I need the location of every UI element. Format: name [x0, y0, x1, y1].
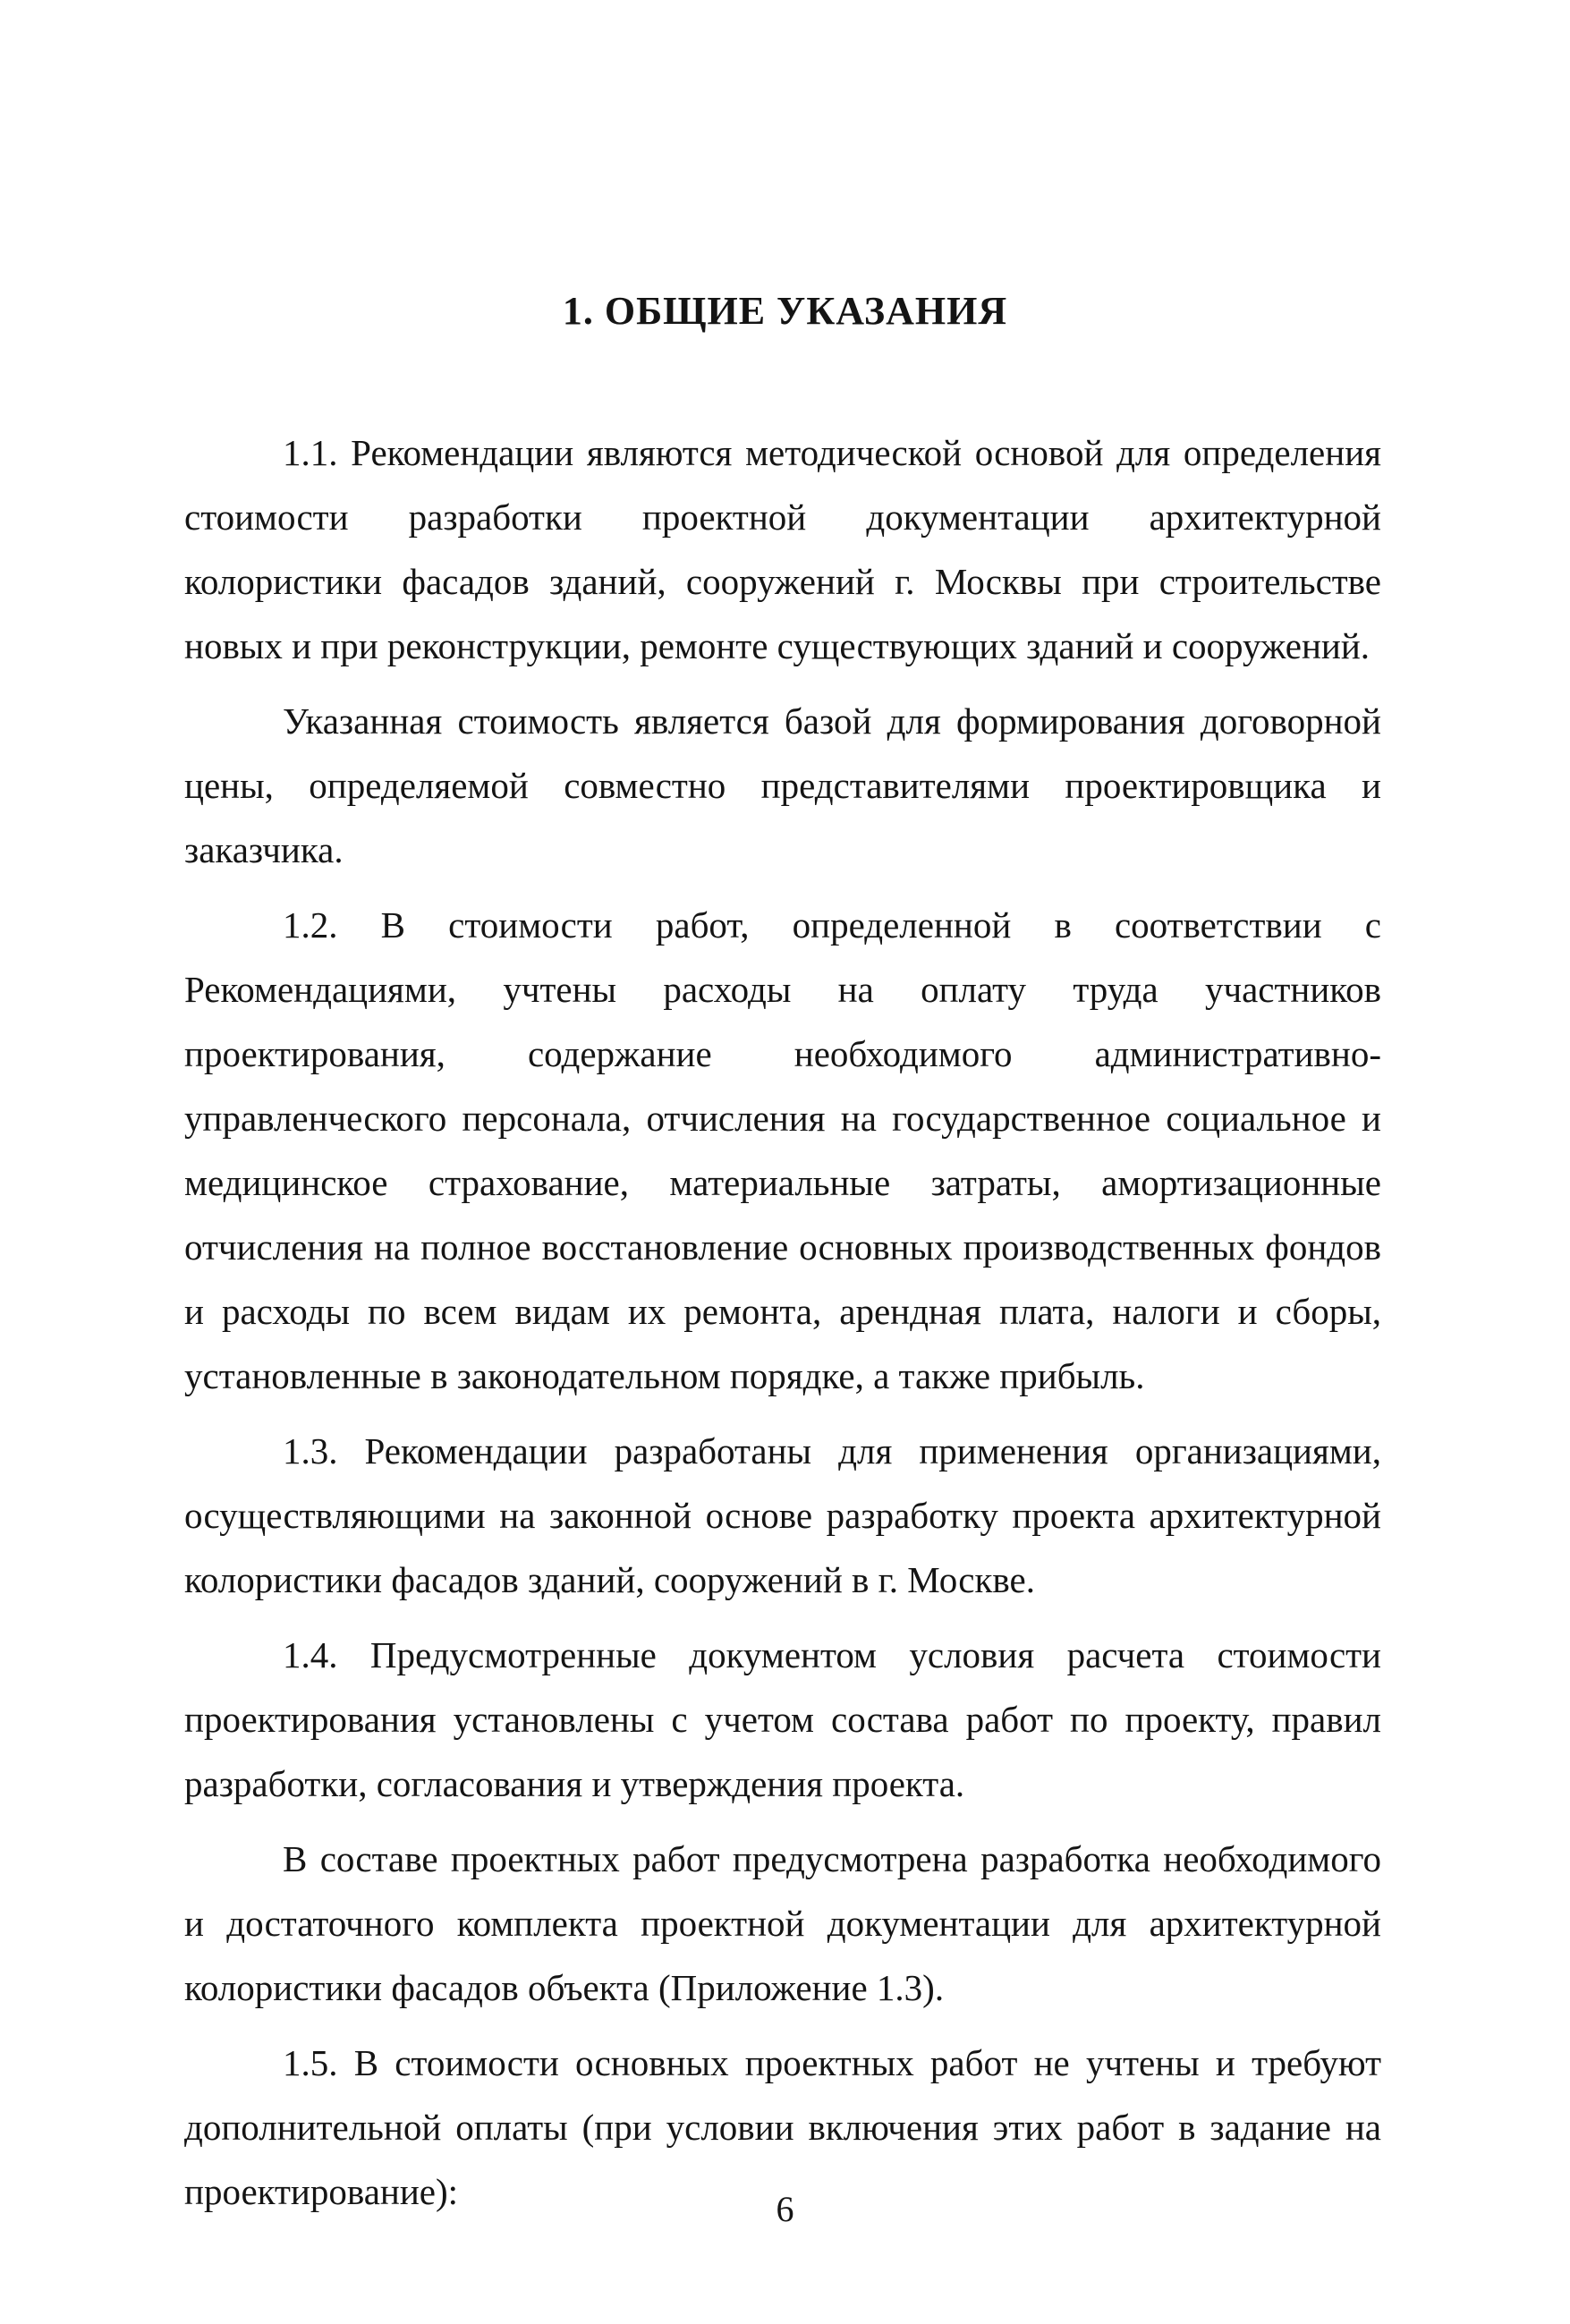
paragraph-1-2: 1.2. В стоимости работ, определенной в соответствии с Рекомендациями, учтены расходы на оплату труда участников проектирования, содержание необходимого административно-управленческого персонала, отчисления на государственное социальное и медицинское страхование, материальные затраты, амортизационные отчисления на полное восстановление основных производственных фондов и расходы по всем видам их ремонта, арендная плата, налоги и сборы, установленные в законодательном порядке, а также прибыль. [184, 904, 1381, 1396]
paragraph-1-1: 1.1. Рекомендации являются методической основой для определения стоимости разработки проектной документации архитектурной колористики фасадов зданий, сооружений г. Москвы при строительстве новых и при реконструкции, ремонте существующих зданий и сооружений. [184, 432, 1381, 666]
paragraph-1-4-continued: В составе проектных работ предусмотрена разработка необходимого и достаточного комплекта проектной документации для архитектурной колористики фасадов объекта (Приложение 1.3). [184, 1838, 1381, 2008]
body-text [184, 420, 1381, 2235]
page-number: 6 [776, 2189, 794, 2229]
paragraph-1-3: 1.3. Рекомендации разработаны для применения организациями, осуществляющими на законной основе разработку проекта архитектурной колористики фасадов зданий, сооружений в г. Москве. [184, 1430, 1381, 1600]
section-heading: 1. ОБЩИЕ УКАЗАНИЯ [562, 289, 1008, 333]
paragraph-1-5: 1.5. В стоимости основных проектных работ не учтены и требуют дополнительной оплаты (при условии включения этих работ в задание на проектирование): [184, 2042, 1381, 2212]
paragraph-1-1-continued: Указанная стоимость является базой для формирования договорной цены, определяемой совместно представителями проектировщика и заказчика. [184, 700, 1381, 870]
paragraph-1-4: 1.4. Предусмотренные документом условия расчета стоимости проектирования установлены с учетом состава работ по проекту, правил разработки, согласования и утверждения проекта. [184, 1634, 1381, 1804]
